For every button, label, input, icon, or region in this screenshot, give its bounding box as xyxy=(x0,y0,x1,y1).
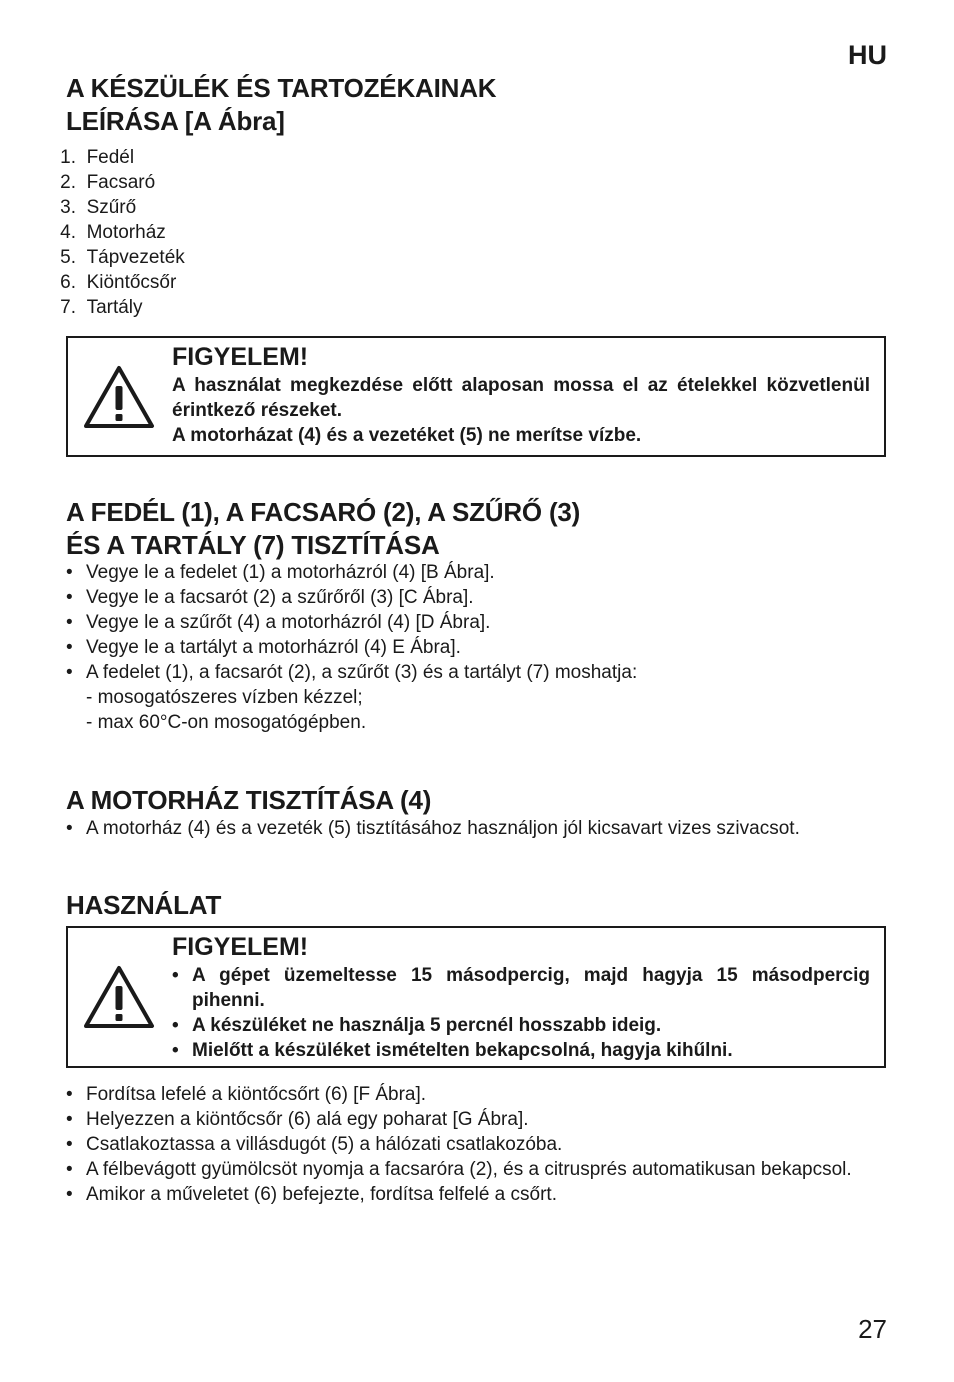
section-heading-motor-cleaning xyxy=(66,784,431,817)
list-item: 2. Facsaró xyxy=(60,172,156,193)
list-item: • Csatlakoztassa a villásdugót (5) a hálózati csatlakozóba. xyxy=(66,1134,563,1155)
list-item: 7. Tartály xyxy=(60,297,143,318)
parts-list xyxy=(37,145,859,320)
warning-bullet: • A készüléket ne használja 5 percnél hosszabb ideig. xyxy=(172,1015,662,1036)
list-item: 1. Fedél xyxy=(60,147,135,168)
heading-line: A KÉSZÜLÉK ÉS TARTOZÉKAINAK xyxy=(66,73,497,103)
list-item: • Vegye le a szűrőt (4) a motorházról (4) [D Ábra]. xyxy=(66,612,491,633)
list-item: 5. Tápvezeték xyxy=(60,247,185,268)
warning-body xyxy=(172,931,870,1063)
warning-text: A használat megkezdése előtt alaposan mossa el az ételekkel közvetlenül érintkező részeket. xyxy=(172,375,870,421)
warning-text: A motorházat (4) és a vezetéket (5) ne merítse vízbe. xyxy=(172,425,642,446)
usage-steps xyxy=(66,1082,888,1207)
list-item: • Vegye le a tartályt a motorházról (4) E Ábra]. xyxy=(66,637,461,658)
heading-line: ÉS A TARTÁLY (7) TISZTÍTÁSA xyxy=(66,530,440,560)
heading-line: HASZNÁLAT xyxy=(66,890,222,920)
list-item: • Fordítsa lefelé a kiöntőcsőrt (6) [F Ábra]. xyxy=(66,1084,427,1105)
page-number: 27 xyxy=(858,1314,887,1344)
list-item: • Helyezzen a kiöntőcsőr (6) alá egy poharat [G Ábra]. xyxy=(66,1109,529,1130)
warning-title: FIGYELEM! xyxy=(172,933,309,961)
heading-line: LEÍRÁSA [A Ábra] xyxy=(66,106,285,136)
warning-bullet: • Mielőtt a készüléket ismételten bekapcsolná, hagyja kihűlni. xyxy=(172,1040,733,1061)
list-item: 4. Motorház xyxy=(60,222,166,243)
section-heading-cleaning xyxy=(66,496,580,562)
list-item: • Vegye le a facsarót (2) a szűrőről (3) [C Ábra]. xyxy=(66,587,474,608)
list-item: • A félbevágott gyümölcsöt nyomja a facsaróra (2), és a citrusprés automatikusan bekapcsol. xyxy=(66,1159,852,1180)
list-item: 6. Kiöntőcsőr xyxy=(60,272,177,293)
warning-triangle-icon xyxy=(82,964,156,1030)
language-code: HU xyxy=(848,40,887,70)
list-item: • A fedelet (1), a facsarót (2), a szűrőt (3) és a tartályt (7) moshatja: xyxy=(66,662,638,683)
list-subitem: - max 60°C-on mosogatógépben. xyxy=(86,712,367,733)
list-item: • Amikor a műveletet (6) befejezte, fordítsa felfelé a csőrt. xyxy=(66,1184,557,1205)
heading-line: A MOTORHÁZ TISZTÍTÁSA (4) xyxy=(66,785,432,815)
warning-triangle-icon xyxy=(82,364,156,430)
warning-box xyxy=(66,926,886,1068)
warning-body xyxy=(172,341,870,448)
warning-bullet: • A gépet üzemeltesse 15 másodpercig, majd hagyja 15 másodpercig pihenni. xyxy=(172,965,870,1011)
warning-box xyxy=(66,336,886,457)
list-item: • Vegye le a fedelet (1) a motorházról (4) [B Ábra]. xyxy=(66,562,495,583)
heading-line: A FEDÉL (1), A FACSARÓ (2), A SZŰRŐ (3) xyxy=(66,497,581,527)
section-heading-description xyxy=(66,72,496,138)
warning-title: FIGYELEM! xyxy=(172,343,309,371)
list-item: 3. Szűrő xyxy=(60,197,137,218)
list-item: • A motorház (4) és a vezeték (5) tisztításához használjon jól kicsavart vizes szivacsot. xyxy=(66,818,800,839)
section-heading-usage xyxy=(66,889,221,922)
cleaning-steps xyxy=(66,560,888,735)
list-subitem: - mosogatószeres vízben kézzel; xyxy=(86,687,363,708)
motor-cleaning-steps xyxy=(66,816,888,841)
